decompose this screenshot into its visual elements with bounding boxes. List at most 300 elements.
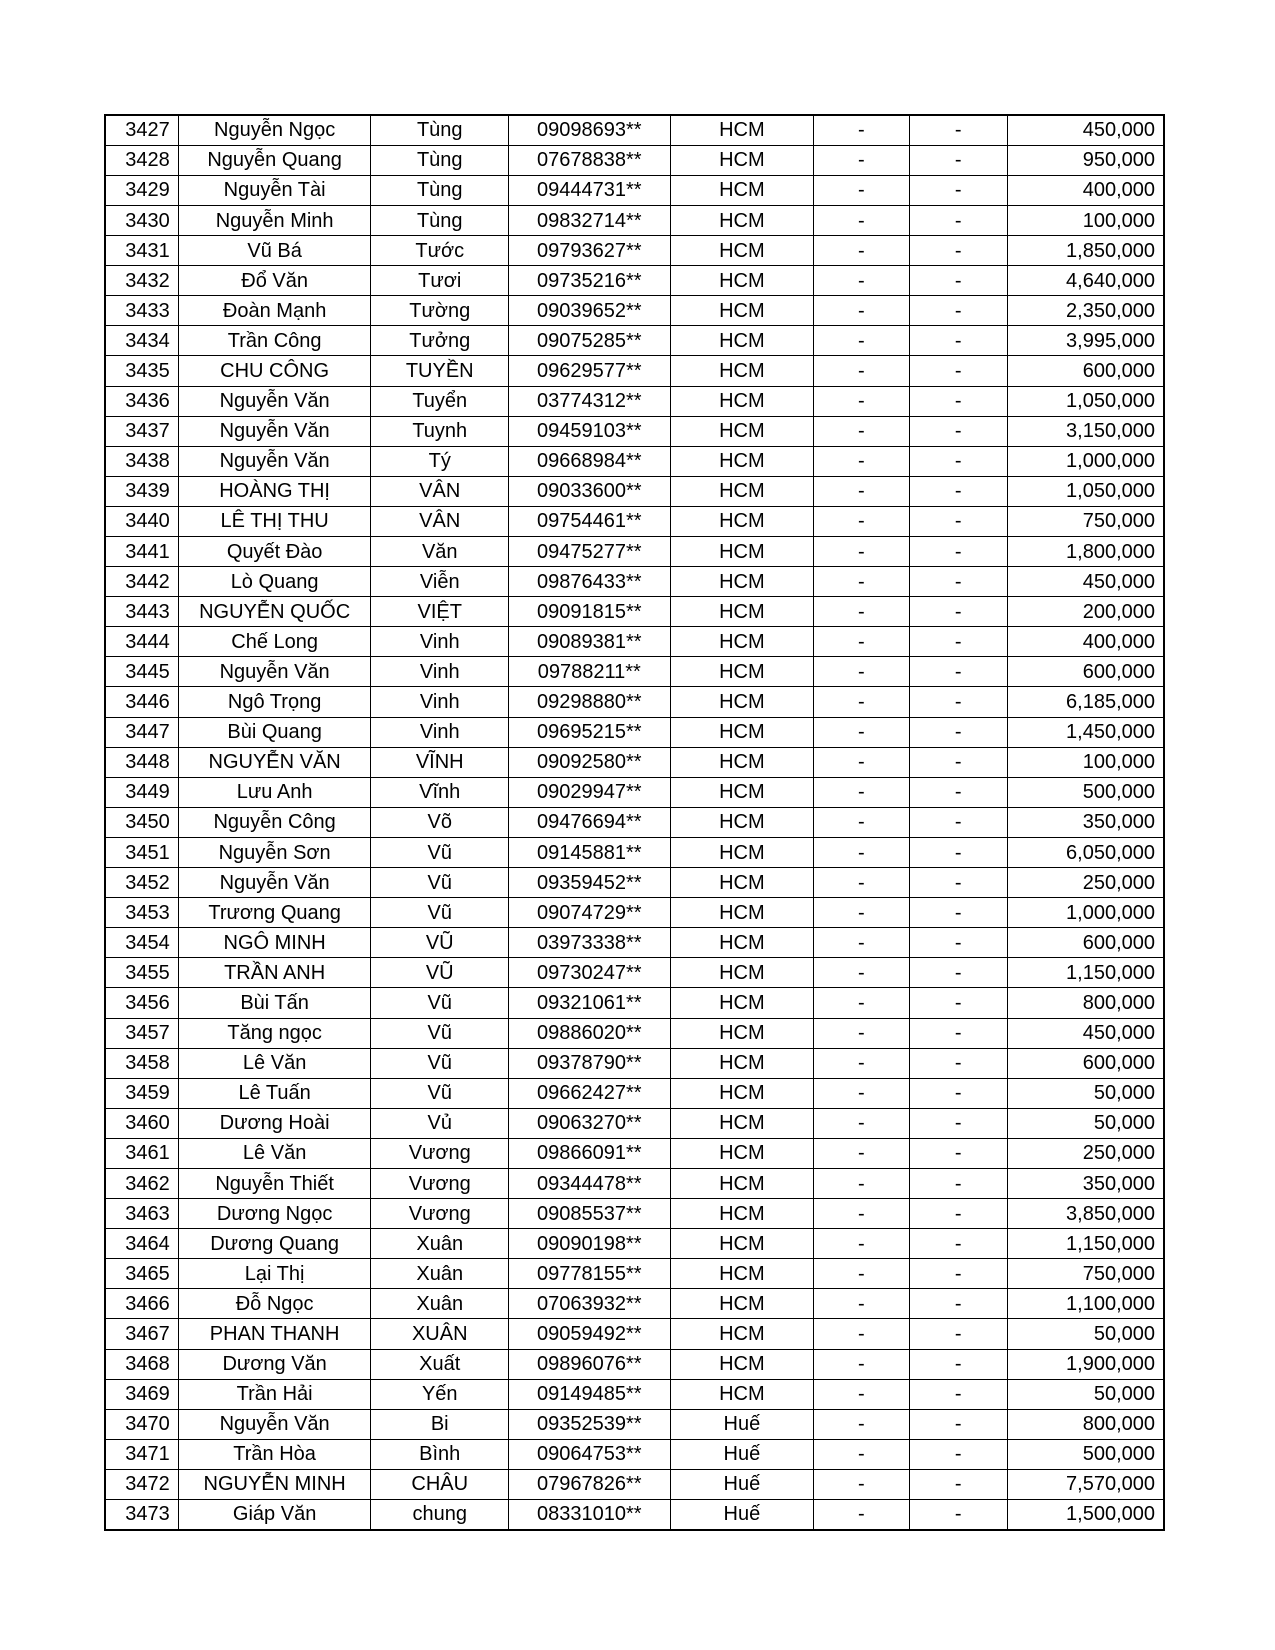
dash-cell-1: -: [814, 597, 909, 627]
last-name-cell: Đổ Văn: [178, 266, 371, 296]
dash-cell-2: -: [909, 1138, 1007, 1168]
table-row: [105, 717, 1164, 747]
table-row: [105, 115, 1164, 145]
row-number-cell: 3432: [105, 266, 178, 296]
phone-cell: 09629577**: [509, 356, 671, 386]
row-number-cell: 3428: [105, 145, 178, 175]
amount-cell: 950,000: [1007, 145, 1164, 175]
phone-cell: 09059492**: [509, 1319, 671, 1349]
dash-cell-1: -: [814, 657, 909, 687]
last-name-cell: Nguyễn Văn: [178, 446, 371, 476]
amount-cell: 750,000: [1007, 506, 1164, 536]
city-cell: HCM: [670, 1108, 814, 1138]
first-name-cell: Văn: [371, 537, 509, 567]
phone-cell: 08331010**: [509, 1500, 671, 1530]
dash-cell-2: -: [909, 115, 1007, 145]
first-name-cell: Tươi: [371, 266, 509, 296]
last-name-cell: Nguyễn Minh: [178, 205, 371, 235]
table-row: [105, 1379, 1164, 1409]
dash-cell-2: -: [909, 657, 1007, 687]
dash-cell-2: -: [909, 567, 1007, 597]
dash-cell-1: -: [814, 266, 909, 296]
row-number-cell: 3458: [105, 1048, 178, 1078]
dash-cell-2: -: [909, 597, 1007, 627]
dash-cell-2: -: [909, 326, 1007, 356]
table-row: [105, 1500, 1164, 1530]
phone-cell: 09735216**: [509, 266, 671, 296]
phone-cell: 09359452**: [509, 868, 671, 898]
dash-cell-1: -: [814, 1409, 909, 1439]
table-row: [105, 145, 1164, 175]
dash-cell-1: -: [814, 145, 909, 175]
last-name-cell: NGUYỄN MINH: [178, 1469, 371, 1499]
first-name-cell: VIỆT: [371, 597, 509, 627]
dash-cell-2: -: [909, 266, 1007, 296]
last-name-cell: Nguyễn Tài: [178, 175, 371, 205]
first-name-cell: Vinh: [371, 687, 509, 717]
table-row: [105, 1439, 1164, 1469]
table-row: [105, 868, 1164, 898]
row-number-cell: 3453: [105, 898, 178, 928]
first-name-cell: Tùng: [371, 115, 509, 145]
dash-cell-1: -: [814, 1018, 909, 1048]
phone-cell: 09832714**: [509, 205, 671, 235]
city-cell: HCM: [670, 205, 814, 235]
dash-cell-1: -: [814, 567, 909, 597]
amount-cell: 350,000: [1007, 1168, 1164, 1198]
dash-cell-2: -: [909, 416, 1007, 446]
city-cell: HCM: [670, 236, 814, 266]
row-number-cell: 3435: [105, 356, 178, 386]
city-cell: HCM: [670, 657, 814, 687]
amount-cell: 600,000: [1007, 657, 1164, 687]
row-number-cell: 3464: [105, 1229, 178, 1259]
first-name-cell: Vũ: [371, 868, 509, 898]
phone-cell: 09476694**: [509, 807, 671, 837]
last-name-cell: HOÀNG THỊ: [178, 476, 371, 506]
dash-cell-1: -: [814, 1229, 909, 1259]
table-row: [105, 1138, 1164, 1168]
dash-cell-1: -: [814, 1349, 909, 1379]
table-row: [105, 747, 1164, 777]
dash-cell-2: -: [909, 807, 1007, 837]
dash-cell-2: -: [909, 837, 1007, 867]
dash-cell-2: -: [909, 1168, 1007, 1198]
phone-cell: 09668984**: [509, 446, 671, 476]
dash-cell-2: -: [909, 506, 1007, 536]
last-name-cell: Bùi Quang: [178, 717, 371, 747]
dash-cell-2: -: [909, 145, 1007, 175]
table-row: [105, 175, 1164, 205]
dash-cell-1: -: [814, 205, 909, 235]
amount-cell: 3,150,000: [1007, 416, 1164, 446]
table-row: [105, 386, 1164, 416]
dash-cell-2: -: [909, 747, 1007, 777]
row-number-cell: 3450: [105, 807, 178, 837]
city-cell: HCM: [670, 145, 814, 175]
table-row: [105, 476, 1164, 506]
table-row: [105, 1319, 1164, 1349]
amount-cell: 4,640,000: [1007, 266, 1164, 296]
row-number-cell: 3470: [105, 1409, 178, 1439]
first-name-cell: VŨ: [371, 928, 509, 958]
dash-cell-1: -: [814, 1199, 909, 1229]
first-name-cell: XUÂN: [371, 1319, 509, 1349]
table-row: [105, 1168, 1164, 1198]
city-cell: HCM: [670, 1078, 814, 1108]
last-name-cell: Vũ Bá: [178, 236, 371, 266]
dash-cell-1: -: [814, 928, 909, 958]
city-cell: Huế: [670, 1469, 814, 1499]
dash-cell-1: -: [814, 1259, 909, 1289]
first-name-cell: chung: [371, 1500, 509, 1530]
first-name-cell: Vinh: [371, 657, 509, 687]
city-cell: HCM: [670, 958, 814, 988]
first-name-cell: Vũ: [371, 1048, 509, 1078]
dash-cell-2: -: [909, 446, 1007, 476]
dash-cell-1: -: [814, 1289, 909, 1319]
last-name-cell: NGÔ MINH: [178, 928, 371, 958]
dash-cell-1: -: [814, 175, 909, 205]
city-cell: HCM: [670, 567, 814, 597]
phone-cell: 09085537**: [509, 1199, 671, 1229]
dash-cell-1: -: [814, 446, 909, 476]
dash-cell-2: -: [909, 1319, 1007, 1349]
phone-cell: 09145881**: [509, 837, 671, 867]
dash-cell-1: -: [814, 958, 909, 988]
dash-cell-2: -: [909, 717, 1007, 747]
table-row: [105, 898, 1164, 928]
phone-cell: 03774312**: [509, 386, 671, 416]
amount-cell: 2,350,000: [1007, 296, 1164, 326]
amount-cell: 600,000: [1007, 1048, 1164, 1078]
phone-cell: 09039652**: [509, 296, 671, 326]
amount-cell: 1,800,000: [1007, 537, 1164, 567]
row-number-cell: 3472: [105, 1469, 178, 1499]
dash-cell-1: -: [814, 1078, 909, 1108]
dash-cell-1: -: [814, 1469, 909, 1499]
dash-cell-1: -: [814, 1379, 909, 1409]
row-number-cell: 3457: [105, 1018, 178, 1048]
amount-cell: 7,570,000: [1007, 1469, 1164, 1499]
phone-cell: 09033600**: [509, 476, 671, 506]
table-row: [105, 1048, 1164, 1078]
dash-cell-1: -: [814, 1138, 909, 1168]
city-cell: HCM: [670, 807, 814, 837]
dash-cell-2: -: [909, 898, 1007, 928]
city-cell: HCM: [670, 597, 814, 627]
amount-cell: 750,000: [1007, 1259, 1164, 1289]
dash-cell-2: -: [909, 236, 1007, 266]
last-name-cell: Nguyễn Văn: [178, 868, 371, 898]
row-number-cell: 3455: [105, 958, 178, 988]
last-name-cell: Nguyễn Văn: [178, 416, 371, 446]
city-cell: HCM: [670, 1319, 814, 1349]
row-number-cell: 3451: [105, 837, 178, 867]
amount-cell: 400,000: [1007, 175, 1164, 205]
first-name-cell: TUYỀN: [371, 356, 509, 386]
first-name-cell: Vĩnh: [371, 777, 509, 807]
last-name-cell: Bùi Tấn: [178, 988, 371, 1018]
dash-cell-1: -: [814, 1500, 909, 1530]
table-row: [105, 1199, 1164, 1229]
last-name-cell: Lại Thị: [178, 1259, 371, 1289]
last-name-cell: Ngô Trọng: [178, 687, 371, 717]
dash-cell-1: -: [814, 988, 909, 1018]
row-number-cell: 3433: [105, 296, 178, 326]
amount-cell: 1,150,000: [1007, 1229, 1164, 1259]
table-row: [105, 657, 1164, 687]
amount-cell: 1,450,000: [1007, 717, 1164, 747]
row-number-cell: 3462: [105, 1168, 178, 1198]
phone-cell: 09092580**: [509, 747, 671, 777]
city-cell: HCM: [670, 898, 814, 928]
amount-cell: 800,000: [1007, 1409, 1164, 1439]
last-name-cell: Đoàn Mạnh: [178, 296, 371, 326]
dash-cell-2: -: [909, 1409, 1007, 1439]
dash-cell-2: -: [909, 958, 1007, 988]
city-cell: HCM: [670, 416, 814, 446]
city-cell: Huế: [670, 1439, 814, 1469]
dash-cell-2: -: [909, 1439, 1007, 1469]
amount-cell: 800,000: [1007, 988, 1164, 1018]
row-number-cell: 3466: [105, 1289, 178, 1319]
dash-cell-2: -: [909, 687, 1007, 717]
amount-cell: 1,000,000: [1007, 898, 1164, 928]
phone-cell: 09896076**: [509, 1349, 671, 1379]
dash-cell-2: -: [909, 1379, 1007, 1409]
table-row: [105, 597, 1164, 627]
first-name-cell: Bình: [371, 1439, 509, 1469]
amount-cell: 1,100,000: [1007, 1289, 1164, 1319]
row-number-cell: 3465: [105, 1259, 178, 1289]
amount-cell: 500,000: [1007, 1439, 1164, 1469]
row-number-cell: 3448: [105, 747, 178, 777]
dash-cell-1: -: [814, 837, 909, 867]
city-cell: HCM: [670, 1379, 814, 1409]
dash-cell-1: -: [814, 1048, 909, 1078]
first-name-cell: Vũ: [371, 1078, 509, 1108]
phone-cell: 09444731**: [509, 175, 671, 205]
table-row: [105, 1018, 1164, 1048]
amount-cell: 1,900,000: [1007, 1349, 1164, 1379]
donation-table: [104, 114, 1165, 1531]
dash-cell-2: -: [909, 868, 1007, 898]
table-row: [105, 356, 1164, 386]
phone-cell: 09074729**: [509, 898, 671, 928]
table-row: [105, 296, 1164, 326]
phone-cell: 09788211**: [509, 657, 671, 687]
dash-cell-2: -: [909, 1500, 1007, 1530]
city-cell: HCM: [670, 296, 814, 326]
city-cell: HCM: [670, 868, 814, 898]
first-name-cell: Vủ: [371, 1108, 509, 1138]
amount-cell: 450,000: [1007, 115, 1164, 145]
phone-cell: 09098693**: [509, 115, 671, 145]
table-row: [105, 1349, 1164, 1379]
last-name-cell: Tăng ngọc: [178, 1018, 371, 1048]
last-name-cell: Nguyễn Sơn: [178, 837, 371, 867]
city-cell: Huế: [670, 1500, 814, 1530]
row-number-cell: 3471: [105, 1439, 178, 1469]
city-cell: HCM: [670, 717, 814, 747]
row-number-cell: 3463: [105, 1199, 178, 1229]
phone-cell: 09378790**: [509, 1048, 671, 1078]
table-row: [105, 1259, 1164, 1289]
city-cell: HCM: [670, 627, 814, 657]
city-cell: HCM: [670, 1289, 814, 1319]
dash-cell-2: -: [909, 1469, 1007, 1499]
city-cell: HCM: [670, 837, 814, 867]
dash-cell-1: -: [814, 115, 909, 145]
amount-cell: 200,000: [1007, 597, 1164, 627]
city-cell: HCM: [670, 988, 814, 1018]
city-cell: HCM: [670, 1048, 814, 1078]
dash-cell-2: -: [909, 627, 1007, 657]
phone-cell: 07063932**: [509, 1289, 671, 1319]
last-name-cell: Chế Long: [178, 627, 371, 657]
phone-cell: 09459103**: [509, 416, 671, 446]
city-cell: HCM: [670, 115, 814, 145]
row-number-cell: 3452: [105, 868, 178, 898]
first-name-cell: Vinh: [371, 627, 509, 657]
phone-cell: 09149485**: [509, 1379, 671, 1409]
amount-cell: 3,995,000: [1007, 326, 1164, 356]
dash-cell-2: -: [909, 1289, 1007, 1319]
row-number-cell: 3442: [105, 567, 178, 597]
dash-cell-2: -: [909, 1349, 1007, 1379]
phone-cell: 09063270**: [509, 1108, 671, 1138]
phone-cell: 09778155**: [509, 1259, 671, 1289]
table-row: [105, 1078, 1164, 1108]
table-row: [105, 506, 1164, 536]
row-number-cell: 3454: [105, 928, 178, 958]
last-name-cell: Đỗ Ngọc: [178, 1289, 371, 1319]
city-cell: HCM: [670, 1259, 814, 1289]
amount-cell: 600,000: [1007, 928, 1164, 958]
row-number-cell: 3436: [105, 386, 178, 416]
last-name-cell: NGUYỄN VĂN: [178, 747, 371, 777]
amount-cell: 1,150,000: [1007, 958, 1164, 988]
amount-cell: 50,000: [1007, 1379, 1164, 1409]
table-row: [105, 627, 1164, 657]
row-number-cell: 3429: [105, 175, 178, 205]
phone-cell: 09695215**: [509, 717, 671, 747]
city-cell: HCM: [670, 476, 814, 506]
row-number-cell: 3439: [105, 476, 178, 506]
phone-cell: 03973338**: [509, 928, 671, 958]
city-cell: HCM: [670, 326, 814, 356]
table-row: [105, 1108, 1164, 1138]
phone-cell: 09029947**: [509, 777, 671, 807]
phone-cell: 09866091**: [509, 1138, 671, 1168]
last-name-cell: Nguyễn Quang: [178, 145, 371, 175]
row-number-cell: 3449: [105, 777, 178, 807]
last-name-cell: Nguyễn Văn: [178, 386, 371, 416]
table-row: [105, 1229, 1164, 1259]
first-name-cell: Tùng: [371, 205, 509, 235]
last-name-cell: TRẦN ANH: [178, 958, 371, 988]
city-cell: HCM: [670, 1168, 814, 1198]
row-number-cell: 3461: [105, 1138, 178, 1168]
last-name-cell: Quyết Đào: [178, 537, 371, 567]
amount-cell: 450,000: [1007, 1018, 1164, 1048]
last-name-cell: Trần Công: [178, 326, 371, 356]
amount-cell: 1,850,000: [1007, 236, 1164, 266]
table-row: [105, 416, 1164, 446]
last-name-cell: Dương Ngọc: [178, 1199, 371, 1229]
city-cell: HCM: [670, 506, 814, 536]
first-name-cell: Tường: [371, 296, 509, 326]
first-name-cell: VÂN: [371, 506, 509, 536]
dash-cell-2: -: [909, 537, 1007, 567]
dash-cell-1: -: [814, 898, 909, 928]
amount-cell: 100,000: [1007, 205, 1164, 235]
row-number-cell: 3473: [105, 1500, 178, 1530]
amount-cell: 6,185,000: [1007, 687, 1164, 717]
dash-cell-1: -: [814, 236, 909, 266]
amount-cell: 450,000: [1007, 567, 1164, 597]
row-number-cell: 3431: [105, 236, 178, 266]
last-name-cell: Nguyễn Văn: [178, 657, 371, 687]
first-name-cell: Vương: [371, 1168, 509, 1198]
phone-cell: 09754461**: [509, 506, 671, 536]
dash-cell-2: -: [909, 1199, 1007, 1229]
first-name-cell: VĨNH: [371, 747, 509, 777]
phone-cell: 09321061**: [509, 988, 671, 1018]
table-row: [105, 567, 1164, 597]
amount-cell: 1,050,000: [1007, 386, 1164, 416]
last-name-cell: Dương Hoài: [178, 1108, 371, 1138]
first-name-cell: Vương: [371, 1199, 509, 1229]
phone-cell: 09730247**: [509, 958, 671, 988]
first-name-cell: Xuân: [371, 1259, 509, 1289]
table-row: [105, 1469, 1164, 1499]
last-name-cell: LÊ THỊ THU: [178, 506, 371, 536]
last-name-cell: Trần Hòa: [178, 1439, 371, 1469]
first-name-cell: Tùng: [371, 175, 509, 205]
amount-cell: 400,000: [1007, 627, 1164, 657]
phone-cell: 09344478**: [509, 1168, 671, 1198]
first-name-cell: Vũ: [371, 988, 509, 1018]
city-cell: HCM: [670, 777, 814, 807]
dash-cell-1: -: [814, 326, 909, 356]
city-cell: HCM: [670, 747, 814, 777]
dash-cell-1: -: [814, 777, 909, 807]
row-number-cell: 3437: [105, 416, 178, 446]
first-name-cell: Xuất: [371, 1349, 509, 1379]
row-number-cell: 3445: [105, 657, 178, 687]
last-name-cell: Lê Văn: [178, 1048, 371, 1078]
dash-cell-2: -: [909, 1229, 1007, 1259]
city-cell: HCM: [670, 175, 814, 205]
city-cell: HCM: [670, 446, 814, 476]
dash-cell-2: -: [909, 1108, 1007, 1138]
first-name-cell: CHÂU: [371, 1469, 509, 1499]
dash-cell-2: -: [909, 476, 1007, 506]
row-number-cell: 3440: [105, 506, 178, 536]
dash-cell-2: -: [909, 205, 1007, 235]
amount-cell: 350,000: [1007, 807, 1164, 837]
last-name-cell: Nguyễn Thiết: [178, 1168, 371, 1198]
dash-cell-1: -: [814, 627, 909, 657]
dash-cell-1: -: [814, 386, 909, 416]
first-name-cell: Tưởng: [371, 326, 509, 356]
phone-cell: 09089381**: [509, 627, 671, 657]
dash-cell-1: -: [814, 717, 909, 747]
dash-cell-1: -: [814, 1319, 909, 1349]
row-number-cell: 3459: [105, 1078, 178, 1108]
